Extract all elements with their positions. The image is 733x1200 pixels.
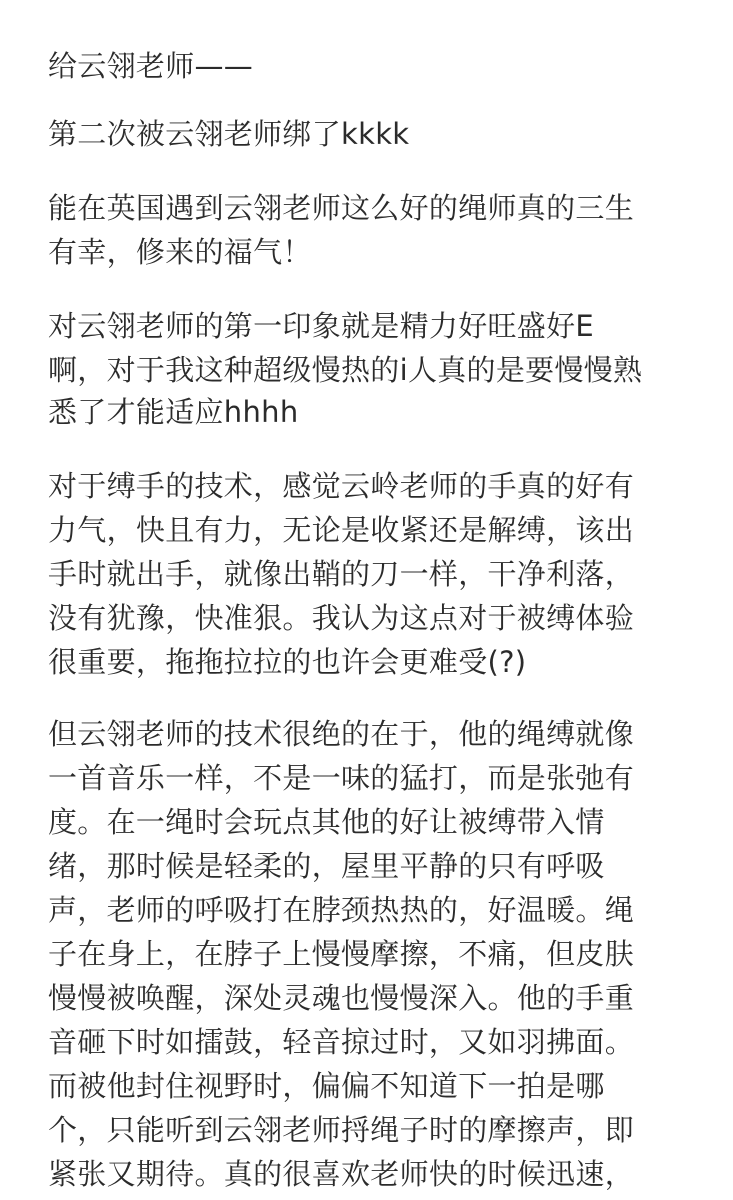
text-line: 一首音乐一样，不是一味的猛打，而是张弛有 (48, 761, 635, 795)
text-line: 慢慢被唤醒，深处灵魂也慢慢深入。他的手重 (48, 981, 635, 1015)
article-text (48, 0, 728, 1200)
text-line: 有幸，修来的福气！ (48, 235, 312, 269)
text-line: 而被他封住视野时，偏偏不知道下一拍是哪 (48, 1069, 605, 1103)
text-line: 啊，对于我这种超级慢热的i人真的是要慢慢熟 (48, 353, 643, 387)
text-line: 音砸下时如擂鼓，轻音掠过时，又如羽拂面。 (48, 1025, 635, 1059)
text-line: 绪，那时候是轻柔的，屋里平静的只有呼吸 (48, 849, 605, 883)
text-line: 给云翎老师—— (48, 49, 254, 83)
text-line: 对于缚手的技术，感觉云岭老师的手真的好有 (48, 469, 635, 503)
text-line: 个，只能听到云翎老师捋绳子时的摩擦声，即 (48, 1113, 635, 1147)
text-line: 能在英国遇到云翎老师这么好的绳师真的三生 (48, 191, 635, 225)
text-line: 手时就出手，就像出鞘的刀一样，干净利落， (48, 557, 635, 591)
text-line: 子在身上，在脖子上慢慢摩擦，不痛，但皮肤 (48, 937, 635, 971)
text-line: 但云翎老师的技术很绝的在于，他的绳缚就像 (48, 717, 635, 751)
text-line: 很重要，拖拖拉拉的也许会更难受(?) (48, 645, 527, 679)
text-line: 悉了才能适应hhhh (48, 395, 299, 429)
text-line: 力气，快且有力，无论是收紧还是解缚，该出 (48, 513, 635, 547)
text-line: 对云翎老师的第一印象就是精力好旺盛好E (48, 309, 595, 343)
text-line: 紧张又期待。真的很喜欢老师快的时候迅速， (48, 1157, 635, 1191)
text-line: 第二次被云翎老师绑了kkkk (48, 117, 410, 151)
text-line: 没有犹豫，快准狠。我认为这点对于被缚体验 (48, 601, 635, 635)
text-line: 声，老师的呼吸打在脖颈热热的，好温暖。绳 (48, 893, 635, 927)
text-line: 度。在一绳时会玩点其他的好让被缚带入情 (48, 805, 605, 839)
